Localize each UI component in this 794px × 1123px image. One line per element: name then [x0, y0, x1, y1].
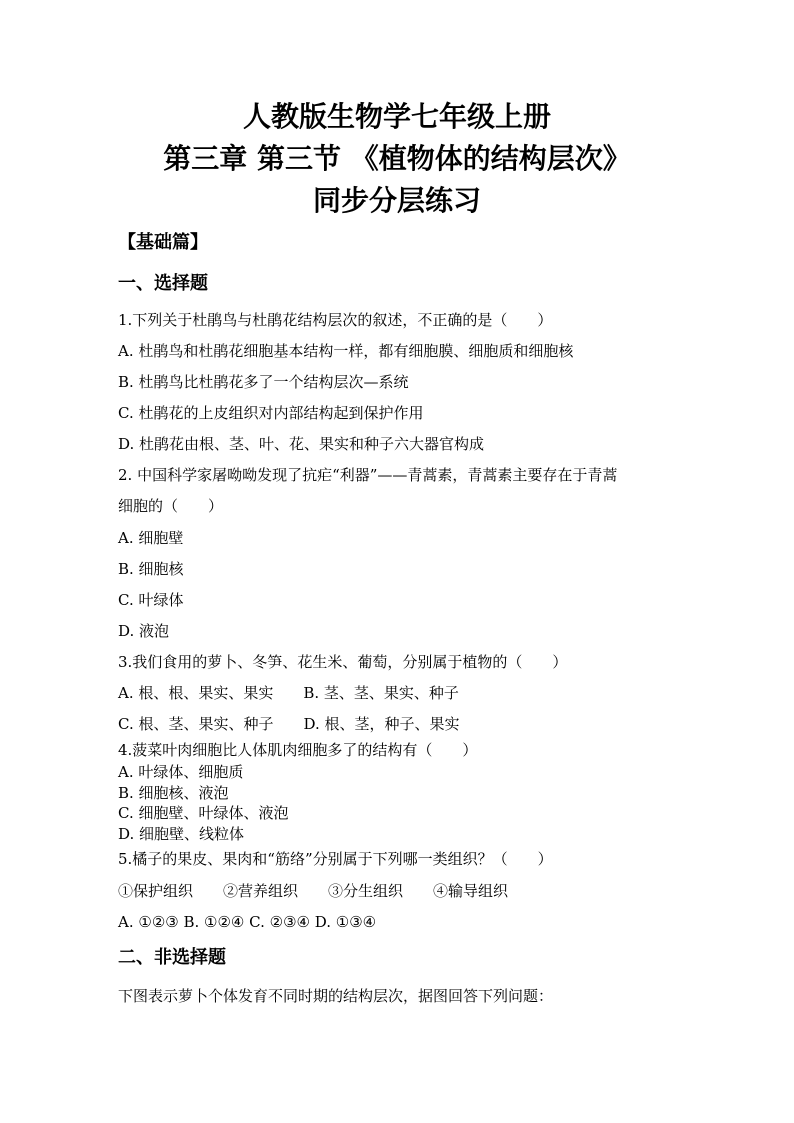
- section-basic: 【基础篇】: [118, 232, 208, 253]
- q2-option-d: D. 液泡: [118, 622, 170, 640]
- q4-option-a: A. 叶绿体、细胞质: [118, 763, 244, 781]
- q5-items: ①保护组织 ②营养组织 ③分生组织 ④输导组织: [118, 882, 509, 900]
- q1-option-c: C. 杜鹃花的上皮组织对内部结构起到保护作用: [118, 404, 424, 422]
- title-line-1: 人教版生物学七年级上册: [242, 100, 551, 133]
- q1-option-b: B. 杜鹃鸟比杜鹃花多了一个结构层次—系统: [118, 373, 409, 391]
- q4-option-c: C. 细胞壁、叶绿体、液泡: [118, 804, 289, 822]
- q1-option-d: D. 杜鹃花由根、茎、叶、花、果实和种子六大器官构成: [118, 435, 485, 453]
- q4-stem: 4.菠菜叶肉细胞比人体肌肉细胞多了的结构有（ ）: [118, 741, 478, 759]
- q5-options: A. ①②③ B. ①②④ C. ②③④ D. ①③④: [118, 913, 377, 931]
- q3-stem: 3.我们食用的萝卜、冬笋、花生米、葡萄，分别属于植物的（ ）: [118, 653, 568, 671]
- q3-options-ab: A. 根、根、果实、果实 B. 茎、茎、果实、种子: [118, 684, 459, 702]
- q5-stem: 5.橘子的果皮、果肉和“筋络”分别属于下列哪一类组织？（ ）: [118, 850, 553, 868]
- q2-option-b: B. 细胞核: [118, 560, 184, 578]
- q2-option-c: C. 叶绿体: [118, 591, 184, 609]
- part2-intro: 下图表示萝卜个体发育不同时期的结构层次，据图回答下列问题：: [118, 987, 554, 1005]
- part2-heading: 二、非选择题: [118, 947, 226, 968]
- q2-option-a: A. 细胞壁: [118, 529, 184, 547]
- q1-stem: 1.下列关于杜鹃鸟与杜鹃花结构层次的叙述，不正确的是（ ）: [118, 311, 553, 329]
- title-line-2: 第三章 第三节 《植物体的结构层次》: [163, 142, 631, 175]
- q4-option-b: B. 细胞核、液泡: [118, 784, 229, 802]
- q2-stem-line2: 细胞的（ ）: [118, 497, 224, 515]
- q3-options-cd: C. 根、茎、果实、种子 D. 根、茎，种子、果实: [118, 715, 460, 733]
- title-line-3: 同步分层练习: [312, 184, 481, 217]
- part1-heading: 一、选择题: [118, 273, 208, 294]
- q4-option-d: D. 细胞壁、线粒体: [118, 825, 245, 843]
- q2-stem-line1: 2. 中国科学家屠呦呦发现了抗疟“利器”——青蒿素，青蒿素主要存在于青蒿: [118, 466, 618, 484]
- q1-option-a: A. 杜鹃鸟和杜鹃花细胞基本结构一样，都有细胞膜、细胞质和细胞核: [118, 342, 574, 360]
